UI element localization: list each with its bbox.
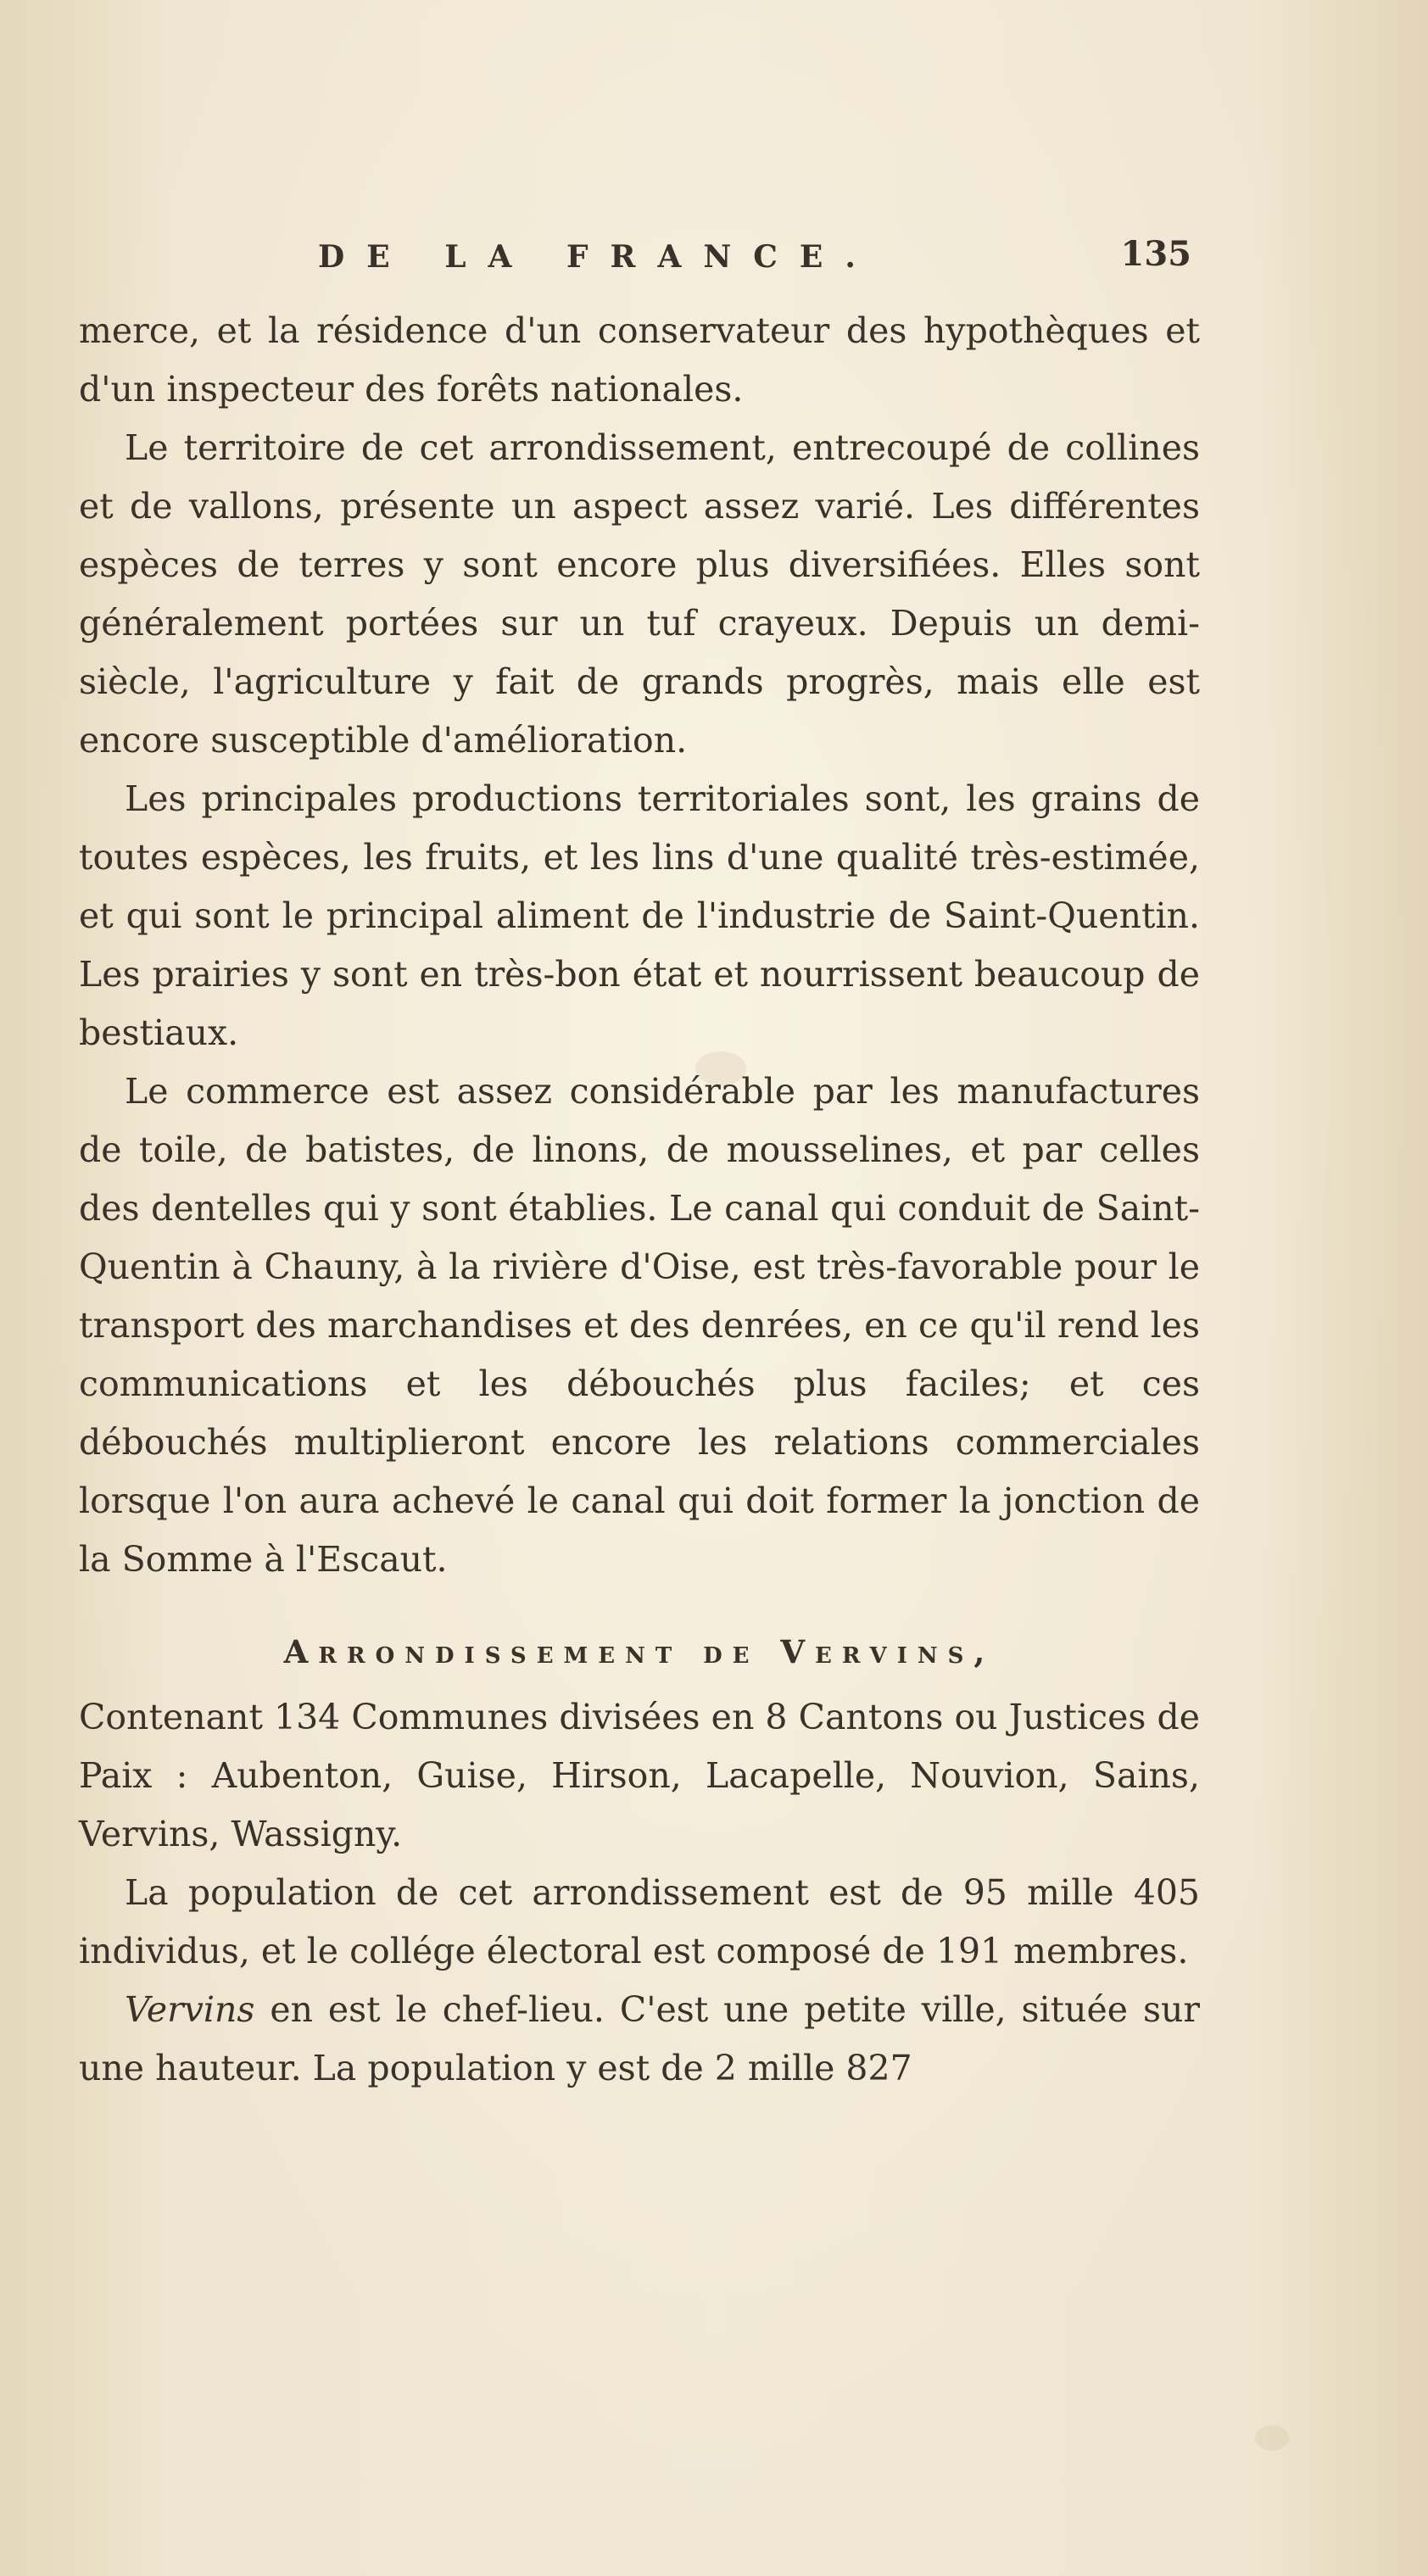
chief-town-name: Vervins <box>125 1989 255 2030</box>
section-chief-town <box>79 1981 1200 2098</box>
paragraph-commerce: Le commerce est assez considérable par les manufactures de toile, de batistes, de linons, de mousselines, et par celles des dentelles qui y sont établies. Le canal qui conduit de Saint-Quentin à Chauny, à la rivière d'Oise, est très-favorable pour le transport des marchandises et des denrées, en ce qu'il rend les communications et les débouchés plus faciles; et ces débouchés multiplieront encore les relations commerciales lorsque l'on aura achevé le canal qui doit former la jonction de la Somme à l'Escaut. <box>79 1071 1200 1580</box>
section-contents: Contenant 134 Communes divisées en 8 Cantons ou Justices de Paix : Aubenton, Guise, Hirson, Lacapelle, Nouvion, Sains, Vervins, Wassigny. <box>79 1697 1200 1854</box>
paragraph-productions: Les principales productions territoriales sont, les grains de toutes espèces, les fruits, et les lins d'une qualité très-estimée, et qui sont le principal aliment de l'industrie de Saint-Quentin. Les prairies y sont en très-bon état et nourrissent beaucoup de bestiaux. <box>79 778 1200 1053</box>
paragraph-territory: Le territoire de cet arrondissement, entrecoupé de collines et de vallons, présente un aspect assez varié. Les différentes espèces de terres y sont encore plus diversifiées. Elles sont généralement portées sur un tuf crayeux. Depuis un demi-siècle, l'agriculture y fait de grands progrès, mais elle est encore susceptible d'amélioration. <box>79 427 1200 761</box>
chief-town-text: en est le chef-lieu. C'est une petite ville, située sur une hauteur. La population y est de 2 mille 827 <box>79 1989 1200 2088</box>
page-number: 135 <box>1120 234 1191 274</box>
body-text <box>79 302 1200 2098</box>
section-population: La population de cet arrondissement est de 95 mille 405 individus, et le collége électoral est composé de 191 membres. <box>79 1872 1200 1971</box>
section-heading: Arrondissement de Vervins, <box>283 1633 996 1670</box>
paper-stain <box>1255 2425 1289 2451</box>
running-title: DE LA FRANCE. <box>318 239 878 275</box>
running-head <box>318 234 1191 290</box>
paragraph-continuation: merce, et la résidence d'un conservateur des hypothèques et d'un inspecteur des forêts nationales. <box>79 310 1200 410</box>
